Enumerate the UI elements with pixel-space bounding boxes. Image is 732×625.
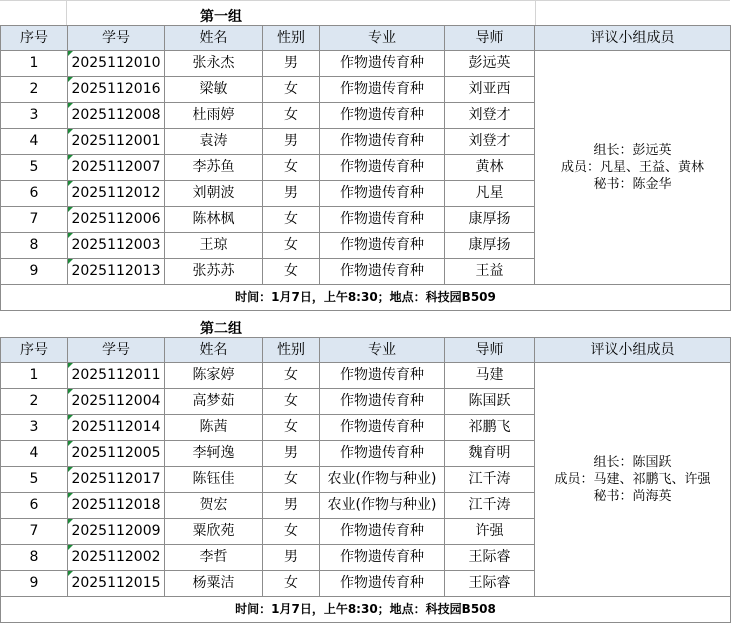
cell-advisor[interactable]: 刘登才 bbox=[445, 103, 535, 129]
header-cell-id[interactable]: 学号 bbox=[68, 338, 165, 363]
cell-name[interactable]: 李哲 bbox=[165, 545, 263, 571]
cell-major[interactable]: 作物遗传育种 bbox=[320, 181, 445, 207]
cell-no[interactable]: 2 bbox=[1, 389, 68, 415]
cell-student-id[interactable]: 2025112008 bbox=[68, 103, 165, 129]
cell-major[interactable]: 作物遗传育种 bbox=[320, 519, 445, 545]
group-2-title: 第二组 bbox=[200, 321, 242, 337]
header-cell-major[interactable]: 专业 bbox=[320, 338, 445, 363]
cell-gender[interactable]: 男 bbox=[263, 545, 320, 571]
cell-student-id[interactable]: 2025112017 bbox=[68, 467, 165, 493]
cell-advisor[interactable]: 魏育明 bbox=[445, 441, 535, 467]
cell-student-id[interactable]: 2025112006 bbox=[68, 207, 165, 233]
cell-no[interactable]: 9 bbox=[1, 259, 68, 285]
cell-student-id[interactable]: 2025112002 bbox=[68, 545, 165, 571]
cell-no[interactable]: 1 bbox=[1, 51, 68, 77]
cell-major[interactable]: 作物遗传育种 bbox=[320, 103, 445, 129]
cell-advisor[interactable]: 康厚扬 bbox=[445, 233, 535, 259]
cell-no[interactable]: 3 bbox=[1, 103, 68, 129]
header-cell-panel[interactable]: 评议小组成员 bbox=[535, 338, 731, 363]
cell-advisor[interactable]: 黄林 bbox=[445, 155, 535, 181]
cell-gender[interactable]: 男 bbox=[263, 493, 320, 519]
footer-row bbox=[1, 285, 731, 311]
cell-student-id[interactable]: 2025112014 bbox=[68, 415, 165, 441]
cell-student-id[interactable]: 2025112012 bbox=[68, 181, 165, 207]
cell-advisor[interactable]: 彭远英 bbox=[445, 51, 535, 77]
cell-gender[interactable]: 女 bbox=[263, 233, 320, 259]
cell-gender[interactable]: 男 bbox=[263, 129, 320, 155]
cell-student-id[interactable]: 2025112013 bbox=[68, 259, 165, 285]
cell-major[interactable]: 作物遗传育种 bbox=[320, 415, 445, 441]
cell-advisor[interactable]: 王际睿 bbox=[445, 571, 535, 597]
cell-major[interactable]: 作物遗传育种 bbox=[320, 441, 445, 467]
cell-no[interactable]: 6 bbox=[1, 493, 68, 519]
cell-gender[interactable]: 男 bbox=[263, 441, 320, 467]
cell-gender[interactable]: 男 bbox=[263, 51, 320, 77]
cell-name[interactable]: 陈茜 bbox=[165, 415, 263, 441]
header-cell-name[interactable]: 姓名 bbox=[165, 338, 263, 363]
sheet-gridline bbox=[0, 0, 730, 1]
cell-major[interactable]: 作物遗传育种 bbox=[320, 389, 445, 415]
schedule-footer[interactable]: 时间：1月7日，上午8:30；地点：科技园B508 bbox=[1, 597, 731, 623]
header-cell-major[interactable]: 专业 bbox=[320, 26, 445, 51]
header-row bbox=[1, 338, 731, 363]
group-1-title: 第一组 bbox=[200, 9, 242, 25]
cell-major[interactable]: 作物遗传育种 bbox=[320, 155, 445, 181]
panel-members: 成员：马建、祁鹏飞、许强 bbox=[554, 472, 711, 487]
panel-leader: 组长：彭远英 bbox=[593, 143, 672, 158]
cell-major[interactable]: 作物遗传育种 bbox=[320, 363, 445, 389]
cell-gender[interactable]: 女 bbox=[263, 103, 320, 129]
table-row bbox=[1, 363, 731, 389]
cell-student-id[interactable]: 2025112011 bbox=[68, 363, 165, 389]
cell-gender[interactable]: 女 bbox=[263, 519, 320, 545]
cell-gender[interactable]: 女 bbox=[263, 259, 320, 285]
header-cell-advisor[interactable]: 导师 bbox=[445, 26, 535, 51]
cell-gender[interactable]: 女 bbox=[263, 77, 320, 103]
cell-name[interactable]: 杨粟洁 bbox=[165, 571, 263, 597]
cell-advisor[interactable]: 王益 bbox=[445, 259, 535, 285]
cell-name[interactable]: 刘朝波 bbox=[165, 181, 263, 207]
cell-advisor[interactable]: 康厚扬 bbox=[445, 207, 535, 233]
cell-name[interactable]: 李轲逸 bbox=[165, 441, 263, 467]
cell-gender[interactable]: 男 bbox=[263, 181, 320, 207]
cell-name[interactable]: 李苏鱼 bbox=[165, 155, 263, 181]
cell-no[interactable]: 7 bbox=[1, 207, 68, 233]
header-cell-no[interactable]: 序号 bbox=[1, 338, 68, 363]
cell-gender[interactable]: 女 bbox=[263, 363, 320, 389]
panel-members-cell[interactable] bbox=[535, 51, 731, 285]
cell-major[interactable]: 作物遗传育种 bbox=[320, 259, 445, 285]
cell-advisor[interactable]: 江千涛 bbox=[445, 493, 535, 519]
cell-no[interactable]: 1 bbox=[1, 363, 68, 389]
header-cell-gender[interactable]: 性别 bbox=[263, 338, 320, 363]
cell-name[interactable]: 陈林枫 bbox=[165, 207, 263, 233]
cell-no[interactable]: 9 bbox=[1, 571, 68, 597]
footer-row bbox=[1, 597, 731, 623]
header-cell-id[interactable]: 学号 bbox=[68, 26, 165, 51]
cell-name[interactable]: 陈钰佳 bbox=[165, 467, 263, 493]
cell-student-id[interactable]: 2025112007 bbox=[68, 155, 165, 181]
header-cell-gender[interactable]: 性别 bbox=[263, 26, 320, 51]
cell-student-id[interactable]: 2025112003 bbox=[68, 233, 165, 259]
panel-leader: 组长：陈国跃 bbox=[593, 455, 672, 470]
header-cell-panel[interactable]: 评议小组成员 bbox=[535, 26, 731, 51]
cell-major[interactable]: 作物遗传育种 bbox=[320, 77, 445, 103]
cell-student-id[interactable]: 2025112004 bbox=[68, 389, 165, 415]
cell-name[interactable]: 梁敏 bbox=[165, 77, 263, 103]
cell-no[interactable]: 2 bbox=[1, 77, 68, 103]
cell-no[interactable]: 8 bbox=[1, 545, 68, 571]
header-cell-name[interactable]: 姓名 bbox=[165, 26, 263, 51]
cell-advisor[interactable]: 许强 bbox=[445, 519, 535, 545]
cell-student-id[interactable]: 2025112010 bbox=[68, 51, 165, 77]
cell-major[interactable]: 作物遗传育种 bbox=[320, 207, 445, 233]
cell-name[interactable]: 陈家婷 bbox=[165, 363, 263, 389]
cell-advisor[interactable]: 陈国跃 bbox=[445, 389, 535, 415]
cell-gender[interactable]: 女 bbox=[263, 467, 320, 493]
cell-advisor[interactable]: 刘登才 bbox=[445, 129, 535, 155]
cell-no[interactable]: 8 bbox=[1, 233, 68, 259]
header-cell-advisor[interactable]: 导师 bbox=[445, 338, 535, 363]
cell-student-id[interactable]: 2025112009 bbox=[68, 519, 165, 545]
panel-members-cell[interactable] bbox=[535, 363, 731, 597]
cell-major[interactable]: 作物遗传育种 bbox=[320, 571, 445, 597]
cell-gender[interactable]: 女 bbox=[263, 415, 320, 441]
cell-major[interactable]: 作物遗传育种 bbox=[320, 51, 445, 77]
panel-secretary: 秘书：陈金华 bbox=[593, 177, 672, 192]
cell-student-id[interactable]: 2025112005 bbox=[68, 441, 165, 467]
cell-major[interactable]: 作物遗传育种 bbox=[320, 129, 445, 155]
cell-student-id[interactable]: 2025112018 bbox=[68, 493, 165, 519]
group-2-table bbox=[0, 337, 731, 623]
cell-name[interactable]: 高梦茹 bbox=[165, 389, 263, 415]
panel-members: 成员：凡星、王益、黄林 bbox=[560, 160, 704, 175]
header-row bbox=[1, 26, 731, 51]
cell-no[interactable]: 6 bbox=[1, 181, 68, 207]
cell-advisor[interactable]: 刘亚西 bbox=[445, 77, 535, 103]
table-row bbox=[1, 51, 731, 77]
cell-major[interactable]: 作物遗传育种 bbox=[320, 545, 445, 571]
cell-name[interactable]: 王琼 bbox=[165, 233, 263, 259]
cell-advisor[interactable]: 王际睿 bbox=[445, 545, 535, 571]
cell-advisor[interactable]: 祁鹏飞 bbox=[445, 415, 535, 441]
cell-major[interactable]: 农业(作物与种业) bbox=[320, 467, 445, 493]
cell-gender[interactable]: 女 bbox=[263, 389, 320, 415]
cell-no[interactable]: 4 bbox=[1, 129, 68, 155]
cell-name[interactable]: 袁涛 bbox=[165, 129, 263, 155]
cell-no[interactable]: 3 bbox=[1, 415, 68, 441]
cell-no[interactable]: 4 bbox=[1, 441, 68, 467]
cell-student-id[interactable]: 2025112015 bbox=[68, 571, 165, 597]
cell-advisor[interactable]: 凡星 bbox=[445, 181, 535, 207]
cell-advisor[interactable]: 江千涛 bbox=[445, 467, 535, 493]
group-1-table bbox=[0, 25, 731, 311]
cell-student-id[interactable]: 2025112001 bbox=[68, 129, 165, 155]
cell-gender[interactable]: 女 bbox=[263, 155, 320, 181]
cell-no[interactable]: 5 bbox=[1, 155, 68, 181]
cell-gender[interactable]: 女 bbox=[263, 207, 320, 233]
header-cell-no[interactable]: 序号 bbox=[1, 26, 68, 51]
cell-gender[interactable]: 女 bbox=[263, 571, 320, 597]
cell-name[interactable]: 粟欣苑 bbox=[165, 519, 263, 545]
cell-name[interactable]: 杜雨婷 bbox=[165, 103, 263, 129]
schedule-footer[interactable]: 时间：1月7日，上午8:30；地点：科技园B509 bbox=[1, 285, 731, 311]
cell-major[interactable]: 农业(作物与种业) bbox=[320, 493, 445, 519]
cell-name[interactable]: 贺宏 bbox=[165, 493, 263, 519]
cell-name[interactable]: 张苏苏 bbox=[165, 259, 263, 285]
cell-no[interactable]: 7 bbox=[1, 519, 68, 545]
cell-student-id[interactable]: 2025112016 bbox=[68, 77, 165, 103]
cell-advisor[interactable]: 马建 bbox=[445, 363, 535, 389]
panel-secretary: 秘书：尚海英 bbox=[593, 489, 672, 504]
cell-name[interactable]: 张永杰 bbox=[165, 51, 263, 77]
cell-no[interactable]: 5 bbox=[1, 467, 68, 493]
cell-major[interactable]: 作物遗传育种 bbox=[320, 233, 445, 259]
